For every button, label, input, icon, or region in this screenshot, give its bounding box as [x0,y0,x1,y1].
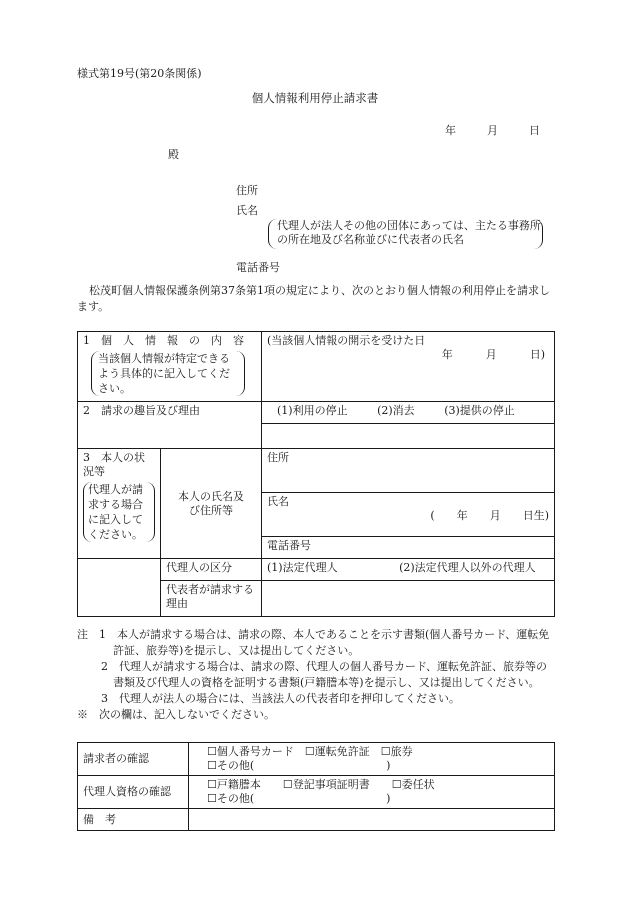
table-row [78,332,555,402]
agent-options-line1: ☐戸籍謄本 ☐登記事項証明書 ☐委任状 [207,778,435,791]
note-2: 2 代理人が請求する場合は、請求の際、代理人の個人番号カード、運転免許証、旅券等の書類及び代理人の資格を証明する書類(戸籍謄本等)を提示し、又は提出してください。 [101,660,548,689]
notes-block [77,627,555,723]
remarks-label: 備 考 [78,809,189,831]
option-erase[interactable]: (2)消去 [377,404,415,417]
page-title: 個人情報利用停止請求書 [251,91,379,105]
date-month: 月 [487,124,498,137]
option-stop-use[interactable]: (1)利用の停止 [277,404,348,417]
table-row [78,559,555,581]
person-phone-field[interactable] [262,537,555,559]
person-name-label: 氏名 [267,495,289,508]
agent-check-options[interactable] [189,776,555,809]
date-year: 年 [445,124,456,137]
rep-reason-label: 代表者が請求する理由 [161,581,262,617]
agent-options-line2: ☐その他( ) [207,792,391,805]
purpose-label: 2 請求の趣旨及び理由 [83,404,200,417]
note-4: ※ 次の欄は、記入しないでください。 [77,708,275,721]
person-status-cell [78,449,161,559]
person-status-note: 代理人が請求する場合に記入してください。 [83,482,155,542]
purpose-options-cell[interactable] [262,402,555,424]
corporate-agent-note: 代理人が法人その他の団体にあっては、主たる事務所の所在地及び名称並びに代表者の氏名 [268,219,543,249]
request-table [77,331,555,617]
info-content-note: 当該個人情報が特定できるよう具体的に記入してください。 [91,351,245,396]
agent-type-label: 代理人の区分 [161,559,262,581]
table-row [78,776,555,809]
table-row [78,809,555,831]
requester-check-options[interactable] [189,743,555,776]
purpose-label-cell [78,402,262,449]
person-status-label: 3 本人の状況等 [83,451,145,478]
info-content-cell [78,332,262,402]
agent-type-other[interactable]: (2)法定代理人以外の代理人 [399,561,536,574]
purpose-reason-field[interactable] [262,424,555,449]
person-name-address-label: 本人の氏名及び住所等 [161,449,262,559]
form-number: 様式第19号(第20条関係) [77,67,202,80]
office-use-table [77,742,555,831]
person-address-label: 住所 [267,451,289,464]
disclosure-date-cell[interactable] [262,332,555,402]
person-name-field[interactable] [262,493,555,537]
rep-reason-field[interactable] [262,581,555,617]
requester-options-line2: ☐その他( ) [207,759,391,772]
applicant-phone-label: 電話番号 [236,261,280,274]
note-3: 3 代理人が法人の場合には、当該法人の代表者印を押印してください。 [101,692,460,705]
agent-type-legal[interactable]: (1)法定代理人 [267,561,338,574]
agent-type-options[interactable] [262,559,555,581]
person-phone-label: 電話番号 [267,539,311,552]
intro-statement: 松茂町個人情報保護条例第37条第1項の規定により、次のとおり個人情報の利用停止を請求します。 [77,284,550,313]
table-row [78,449,555,493]
note-1: 注 1 本人が請求する場合は、請求の際、本人であることを示す書類(個人番号カード、運転免許証、旅券等)を提示し、又は提出してください。 [77,628,550,657]
disclosure-label: (当該個人情報の開示を受けた日 [267,334,426,347]
date-fields [445,124,540,138]
table-row [78,743,555,776]
remarks-field[interactable] [189,809,555,831]
addressee-suffix: 殿 [168,148,179,161]
person-address-field[interactable] [262,449,555,493]
birth-date: ( 年 月 日生) [430,509,549,522]
table-row [78,402,555,424]
option-stop-provision[interactable]: (3)提供の停止 [444,404,515,417]
disclosure-date: 年 月 日) [441,348,545,361]
applicant-address-label: 住所 [236,184,258,197]
requester-check-label: 請求者の確認 [78,743,189,776]
applicant-name-label: 氏名 [236,204,258,217]
requester-options-line1: ☐個人番号カード ☐運転免許証 ☐旅券 [207,745,413,758]
date-day: 日 [529,124,540,137]
agent-check-label: 代理人資格の確認 [78,776,189,809]
info-content-label: 1 個 人 情 報 の 内 容 [83,334,244,347]
person-status-continuation [78,559,161,617]
